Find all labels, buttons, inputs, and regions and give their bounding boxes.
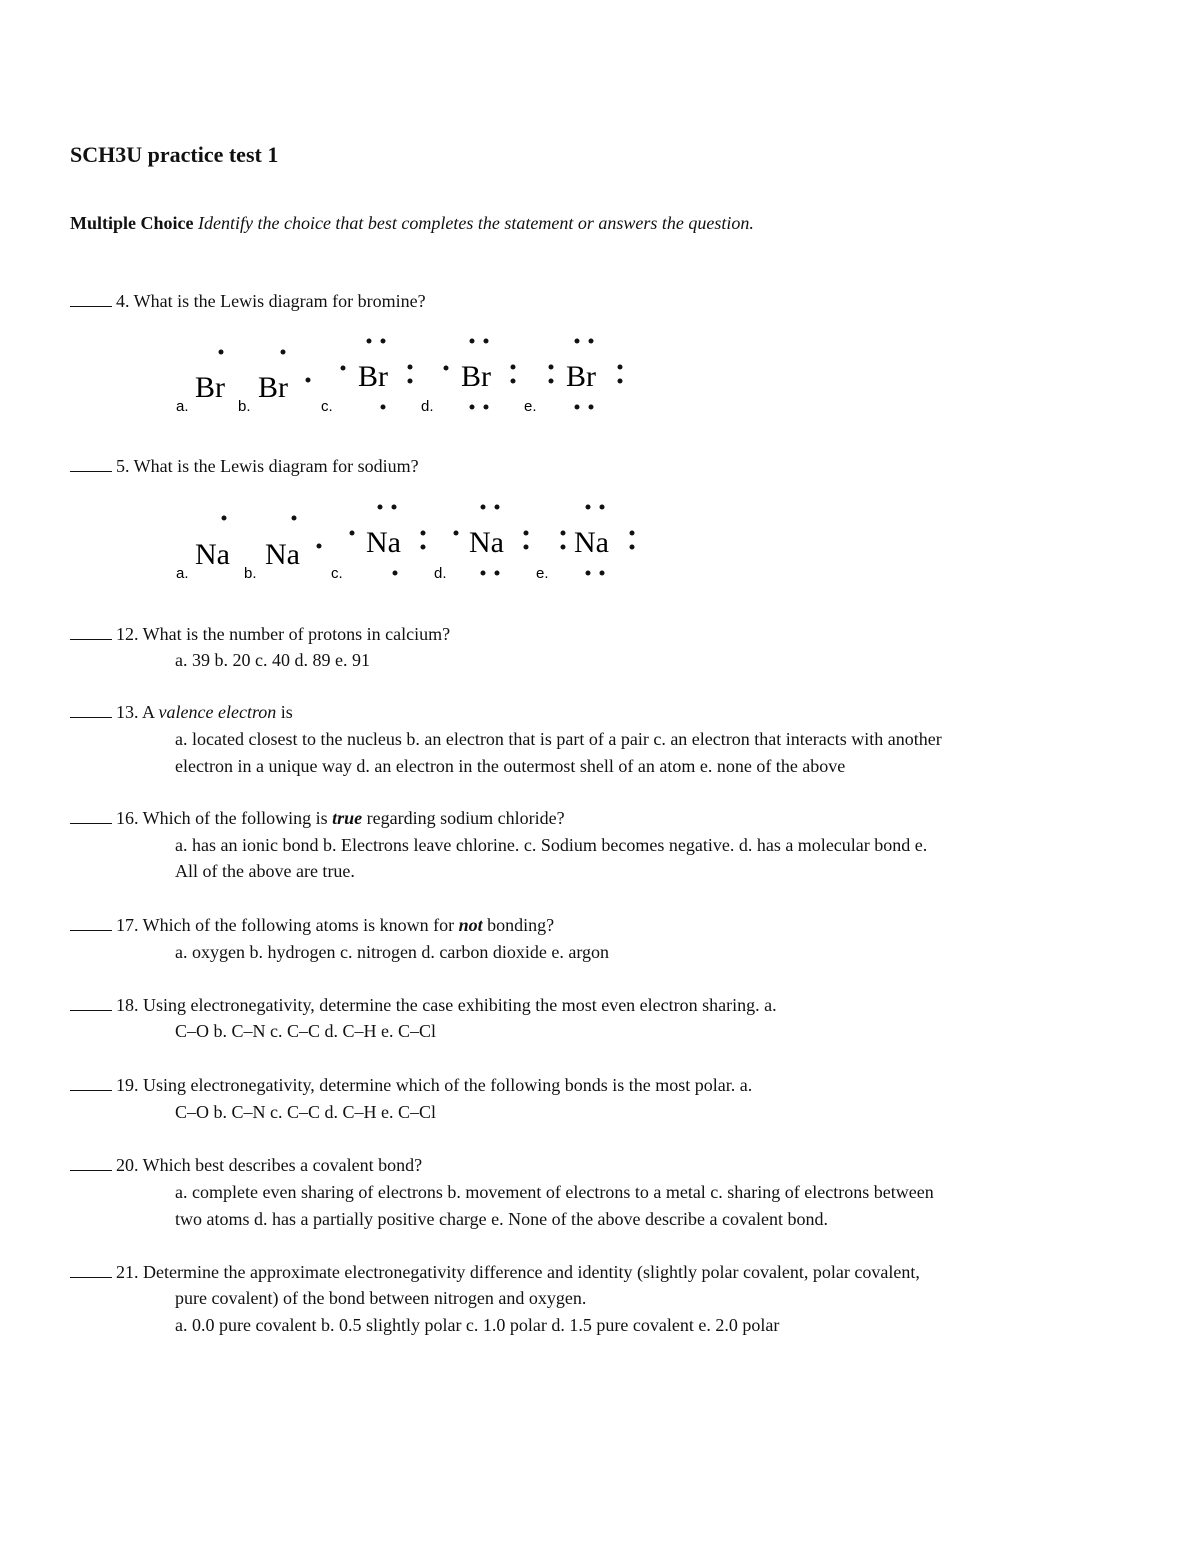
question-21 [70,1259,920,1286]
electron-dot [511,379,516,384]
electron-dot [408,365,413,370]
page-title: SCH3U practice test 1 [70,142,279,167]
electron-dot [378,505,383,510]
question-13-options-line-1: a. located closest to the nucleus b. an electron that is part of a pair c. an electron that interacts with another [175,729,942,749]
question-12-options: a. 39 b. 20 c. 40 d. 89 e. 91 [175,650,370,670]
question-stem: 18. Using electronegativity, determine the case exhibiting the most even electron sharing. a. [116,995,777,1015]
answer-blank[interactable] [70,716,112,718]
question-stem: 20. Which best describes a covalent bond? [116,1155,423,1175]
choice-label: a. [176,565,189,582]
electron-dot [317,544,322,549]
element-symbol: Br [258,371,288,404]
electron-dot [495,571,500,576]
electron-dot [484,405,489,410]
question-21-options: a. 0.0 pure covalent b. 0.5 slightly polar c. 1.0 polar d. 1.5 pure covalent e. 2.0 polar [175,1315,780,1335]
element-symbol: Na [574,526,609,559]
element-symbol: Br [461,360,491,393]
electron-dot [219,350,224,355]
electron-dot [549,379,554,384]
element-symbol: Na [469,526,504,559]
section-label: Multiple Choice [70,213,194,233]
choice-label: d. [434,565,447,582]
electron-dot [549,365,554,370]
question-16: 16. Which of the following is true regarding sodium chloride? [70,805,565,832]
electron-dot [484,339,489,344]
emphasis: valence electron [158,702,277,722]
electron-dot [367,339,372,344]
question-stem: 21. Determine the approximate electronegativity difference and identity (slightly polar covalent, polar covalent, [116,1262,920,1282]
question-stem: 5. What is the Lewis diagram for sodium? [116,456,419,476]
electron-dot [444,366,449,371]
answer-blank[interactable] [70,1276,112,1278]
element-symbol: Br [566,360,596,393]
emphasis: true [332,808,363,828]
question-13-options-line-2: electron in a unique way d. an electron in the outermost shell of an atom e. none of the above [175,756,846,776]
electron-dot [511,365,516,370]
answer-blank[interactable] [70,1169,112,1171]
question-stem: 12. What is the number of protons in calcium? [116,624,451,644]
choice-label: b. [244,565,257,582]
electron-dot [630,545,635,550]
electron-dot [421,531,426,536]
electron-dot [350,531,355,536]
question-20-options-line-2: two atoms d. has a partially positive charge e. None of the above describe a covalent bond. [175,1209,828,1229]
element-symbol: Na [195,538,230,571]
question-21-stem-line-2: pure covalent) of the bond between nitrogen and oxygen. [175,1288,587,1308]
electron-dot [281,350,286,355]
electron-dot [586,505,591,510]
electron-dot [481,571,486,576]
answer-blank[interactable] [70,638,112,640]
choice-label: a. [176,398,189,415]
electron-dot [618,379,623,384]
electron-dot [618,365,623,370]
question-19 [70,1072,752,1099]
answer-blank[interactable] [70,1009,112,1011]
electron-dot [630,531,635,536]
question-17: 17. Which of the following atoms is known for not bonding? [70,912,554,939]
lewis-diagram-sodium [176,505,635,583]
electron-dot [600,571,605,576]
question-18 [70,992,777,1019]
question-12 [70,621,450,648]
element-symbol: Na [265,538,300,571]
question-16-options-line-2: All of the above are true. [175,861,355,881]
choice-label: e. [524,398,537,415]
electron-dot [589,405,594,410]
electron-dot [222,516,227,521]
answer-blank[interactable] [70,822,112,824]
electron-dot [306,378,311,383]
electron-dot [392,505,397,510]
question-13: 13. A valence electron is [70,699,293,726]
electron-dot [561,531,566,536]
electron-dot [495,505,500,510]
element-symbol: Br [358,360,388,393]
choice-label: c. [331,565,343,582]
question-20-options-line-1: a. complete even sharing of electrons b. movement of electrons to a metal c. sharing of electrons between [175,1182,934,1202]
electron-dot [408,379,413,384]
question-20 [70,1152,422,1179]
choice-label: d. [421,398,434,415]
electron-dot [586,571,591,576]
question-16-options-line-1: a. has an ionic bond b. Electrons leave chlorine. c. Sodium becomes negative. d. has a molecular bond e. [175,835,928,855]
electron-dot [421,545,426,550]
electron-dot [589,339,594,344]
electron-dot [481,505,486,510]
electron-dot [341,366,346,371]
electron-dot [381,339,386,344]
answer-blank[interactable] [70,470,112,472]
electron-dot [470,405,475,410]
choice-label: e. [536,565,549,582]
answer-blank[interactable] [70,929,112,931]
electron-dot [600,505,605,510]
question-5 [70,453,419,480]
electron-dot [524,531,529,536]
electron-dot [561,545,566,550]
electron-dot [524,545,529,550]
electron-dot [575,405,580,410]
electron-dot [575,339,580,344]
answer-blank[interactable] [70,1089,112,1091]
electron-dot [292,516,297,521]
element-symbol: Na [366,526,401,559]
lewis-diagram-bromine [176,339,623,416]
question-19-options: C–O b. C–N c. C–C d. C–H e. C–Cl [175,1102,437,1122]
electron-dot [454,531,459,536]
electron-dot [381,405,386,410]
instructions-text: Identify the choice that best completes the statement or answers the question. [198,213,754,233]
emphasis: not [458,915,483,935]
electron-dot [393,571,398,576]
element-symbol: Br [195,371,225,404]
choice-label: b. [238,398,251,415]
question-18-options: C–O b. C–N c. C–C d. C–H e. C–Cl [175,1021,437,1041]
choice-label: c. [321,398,333,415]
question-stem: 19. Using electronegativity, determine which of the following bonds is the most polar. a. [116,1075,753,1095]
electron-dot [470,339,475,344]
question-stem: 4. What is the Lewis diagram for bromine? [116,291,426,311]
question-17-options: a. oxygen b. hydrogen c. nitrogen d. carbon dioxide e. argon [175,942,610,962]
